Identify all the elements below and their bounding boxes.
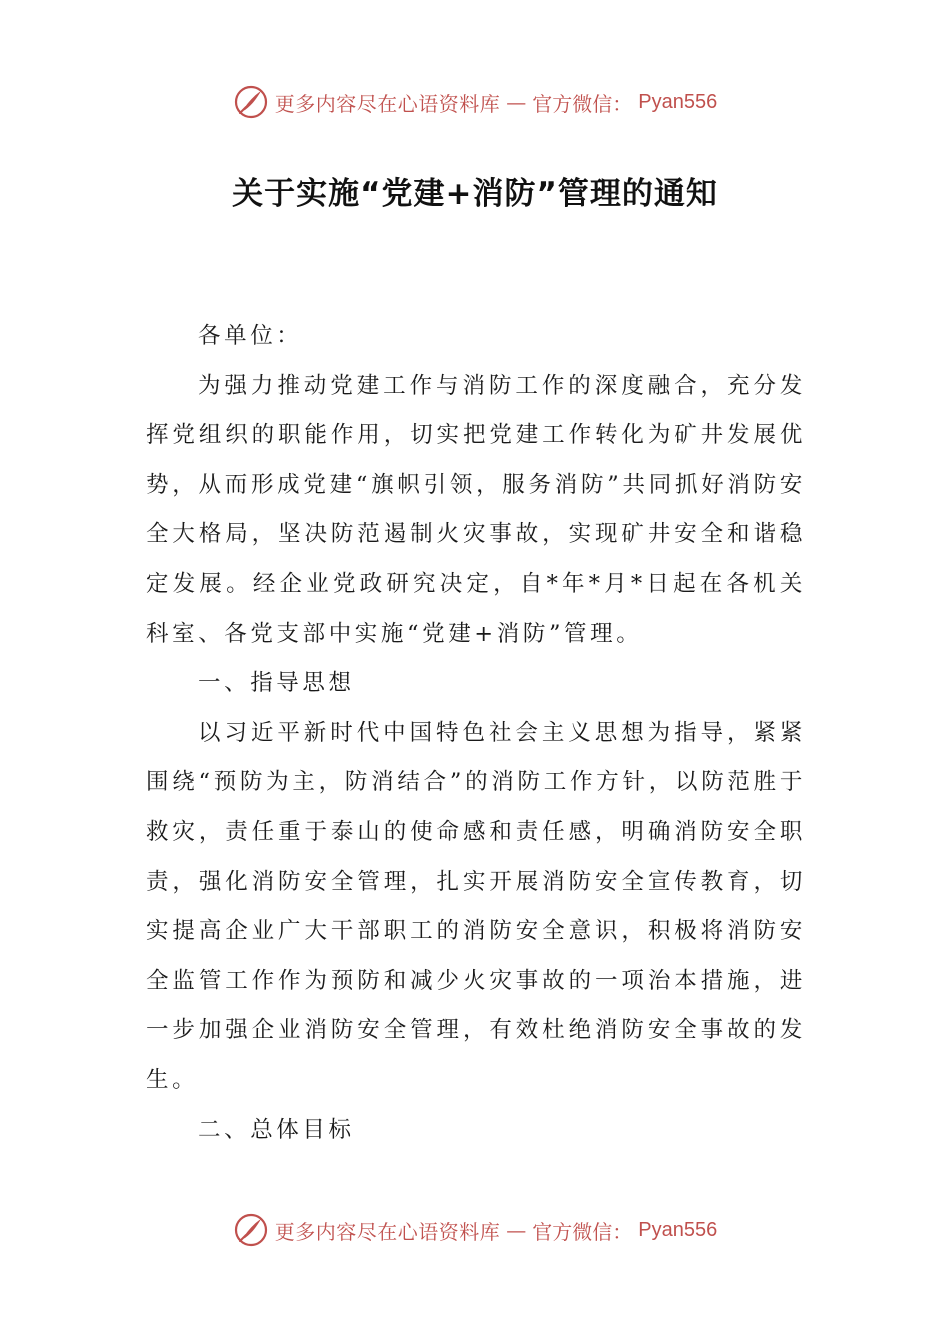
watermark-dash: — — [506, 1218, 527, 1242]
footer-watermark — [0, 1210, 950, 1250]
quill-logo-icon — [233, 84, 269, 120]
document-title: 关于实施“党建+消防”管理的通知 — [232, 176, 718, 212]
watermark-label: 官方微信： — [532, 1219, 633, 1244]
section-heading: 一、指导思想 — [198, 670, 355, 697]
watermark-wechat-id: Pyan556 — [638, 1218, 718, 1241]
salutation: 各单位： — [198, 323, 303, 349]
watermark-label: 官方微信： — [532, 91, 633, 116]
paragraph: 以习近平新时代中国特色社会主义思想为指导，紧紧围绕“预防为主，防消结合”的消防工作方针，以防范胜于救灾，责任重于泰山的使命感和责任感，明确消防安全职责，强化消防安全管理，扎实开展消防安全宣传教育，切实提高企业广大干部职工的消防安全意识，积极将消防安全监管工作作为预防和减少火灾事故的一项治本措施，进一步加强企业消防安全管理，有效杜绝消防安全事故的发生。 — [146, 719, 806, 1093]
header-watermark — [0, 82, 950, 122]
watermark-wechat-id: Pyan556 — [638, 90, 718, 113]
document-body — [146, 312, 806, 1155]
quill-logo-icon — [233, 1212, 269, 1248]
paragraph: 为强力推动党建工作与消防工作的深度融合，充分发挥党组织的职能作用，切实把党建工作转化为矿井发展优势，从而形成党建“旗帜引领，服务消防”共同抓好消防安全大格局，坚决防范遏制火灾事故，实现矿井安全和谐稳定发展。经企业党政研究决定，自*年*月*日起在各机关科室、各党支部中实施“党建+消防”管理。 — [146, 372, 806, 647]
section-heading: 二、总体目标 — [198, 1116, 355, 1143]
watermark-text: 更多内容尽在心语资料库 — [274, 1219, 501, 1244]
watermark-dash: — — [506, 90, 527, 114]
watermark-text: 更多内容尽在心语资料库 — [274, 91, 501, 116]
